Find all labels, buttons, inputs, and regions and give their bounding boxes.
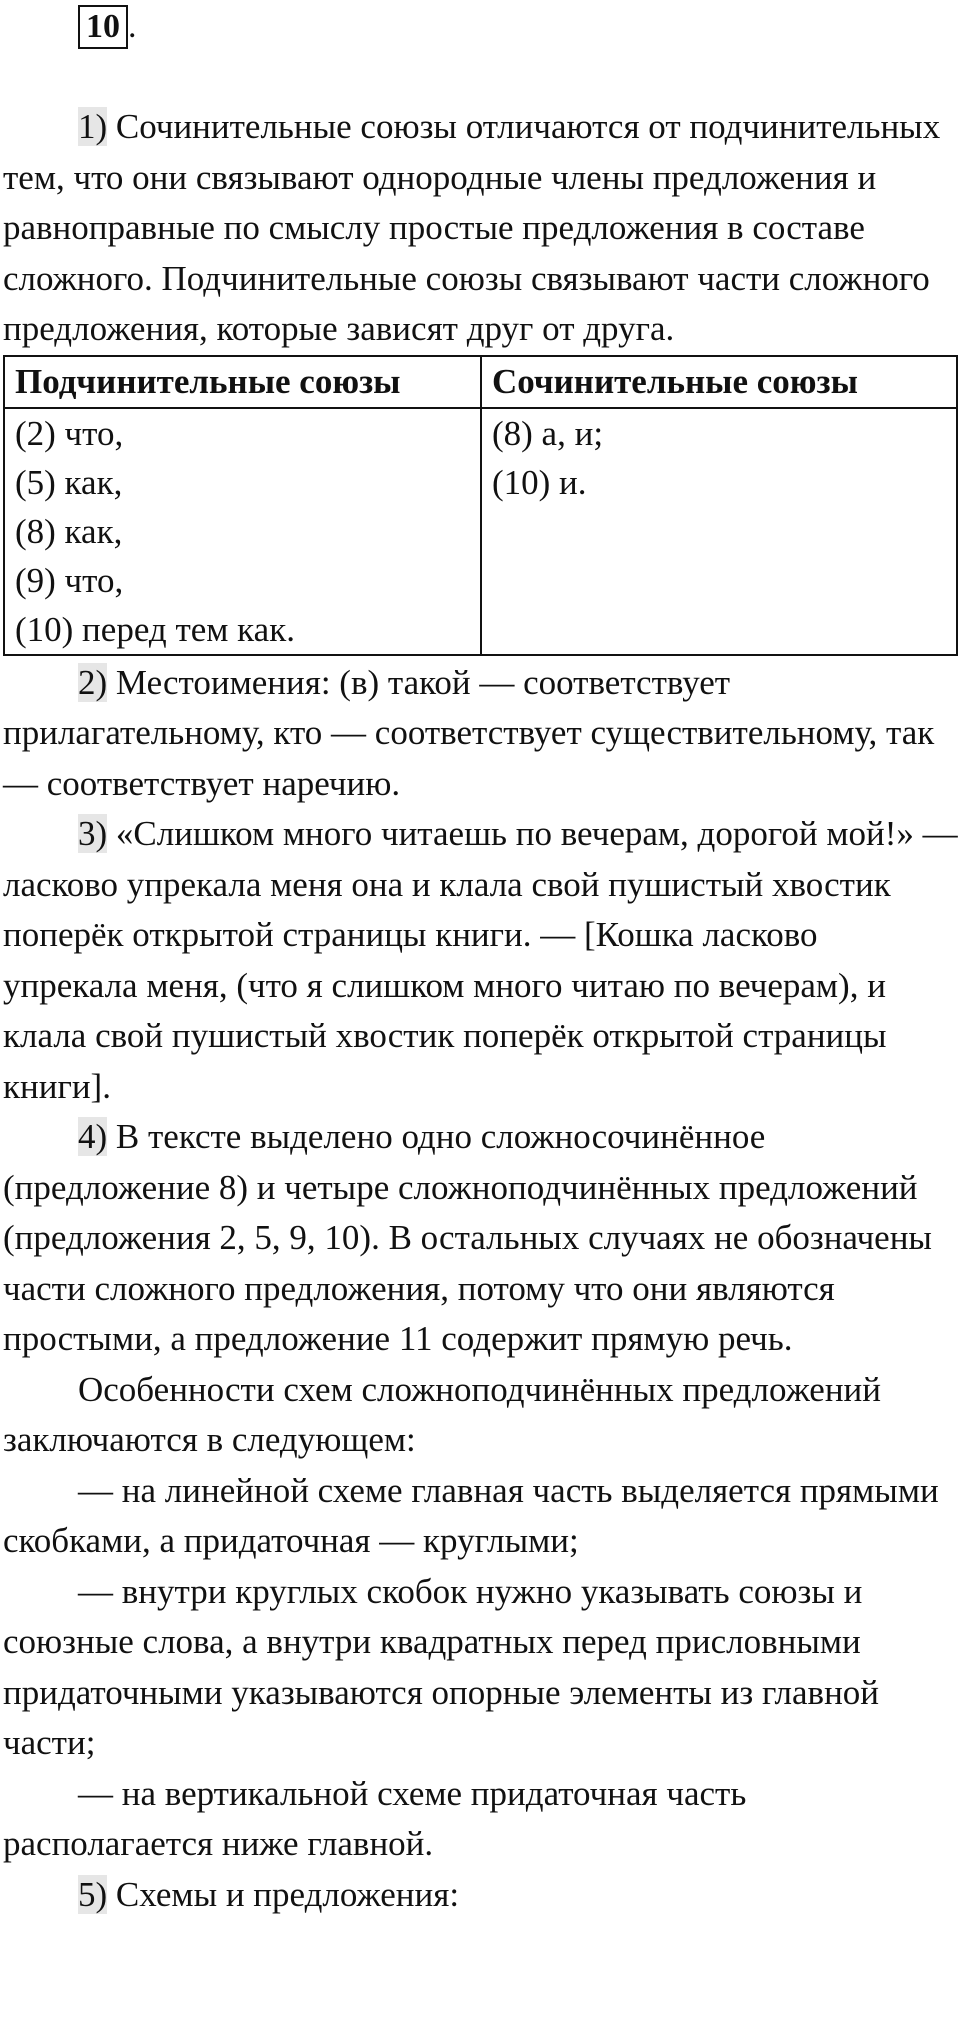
list-item: (9) что, [15,560,124,600]
paragraph-3-text: «Слишком много читаешь по вечерам, дорогой мой!» — ласково упрекала меня она и клала свой пушистый хвостик поперёк открытой страницы книги. — [Кошка ласково упрекала меня, (что я слишком много читаю по вечерам), и клала свой пушистый хвостик поперёк открытой страницы книги]. [3,814,958,1106]
paragraph-1-text: Сочинительные союзы отличаются от подчинительных тем, что они связывают однородные члены предложения и равноправные по смыслу простые предложения в составе сложного. Подчинительные союзы связывают части сложного предложения, которые зависят друг от друга. [3,107,941,348]
item-label-1: 1) [78,107,108,146]
paragraph-2-text: Местоимения: (в) такой — соответствует прилагательному, кто — соответствует существительному, так — соответствует наречию. [3,662,935,803]
table-row [4,408,957,655]
exercise-number-box: 10 [78,5,128,49]
cell-subordinating [4,408,481,655]
feature-item-1: — на линейной схеме главная часть выделяется прямыми скобками, а придаточная — круглыми; [3,1470,939,1560]
conjunctions-table [3,355,958,656]
list-item: (8) а, и; [492,413,604,453]
table-header-row [4,356,957,408]
header-coordinating: Сочинительные союзы [481,356,957,408]
features-intro: Особенности схем сложноподчинённых предложений заключаются в следующем: [3,1369,882,1459]
item-label-5: 5) [78,1874,108,1914]
cell-coordinating [481,408,957,655]
paragraph-1 [3,102,958,355]
header-subordinating: Подчинительные союзы [4,356,481,408]
feature-item-2: — внутри круглых скобок нужно указывать союзы и союзные слова, а внутри квадратных перед присловными придаточными указываются опорные элементы из главной части; [3,1571,880,1762]
paragraph-4-text: В тексте выделено одно сложносочинённое (предложение 8) и четыре сложноподчинённых предложений (предложения 2, 5, 9, 10). В остальных случаях не обозначены части сложного предложения, потому что они являются простыми, а предложение 11 содержит прямую речь. [3,1117,932,1358]
document-body [3,102,958,1920]
exercise-number [78,4,137,48]
list-item: (5) как, [15,462,123,502]
paragraph-4 [3,1112,958,1365]
feature-item-3: — на вертикальной схеме придаточная часть располагается ниже главной. [3,1773,747,1863]
item-label-2: 2) [78,662,108,702]
list-item: (8) как, [15,511,123,551]
paragraph-2 [3,658,958,810]
item-label-3: 3) [78,814,108,853]
paragraph-5 [3,1870,958,1921]
exercise-number-dot: . [128,8,137,45]
list-item: (10) и. [492,462,587,502]
paragraph-3 [3,809,958,1112]
item-label-4: 4) [78,1117,108,1156]
list-item: (2) что, [15,413,124,453]
list-item: (10) перед тем как. [15,609,295,649]
paragraph-5-text: Схемы и предложения: [107,1874,460,1914]
